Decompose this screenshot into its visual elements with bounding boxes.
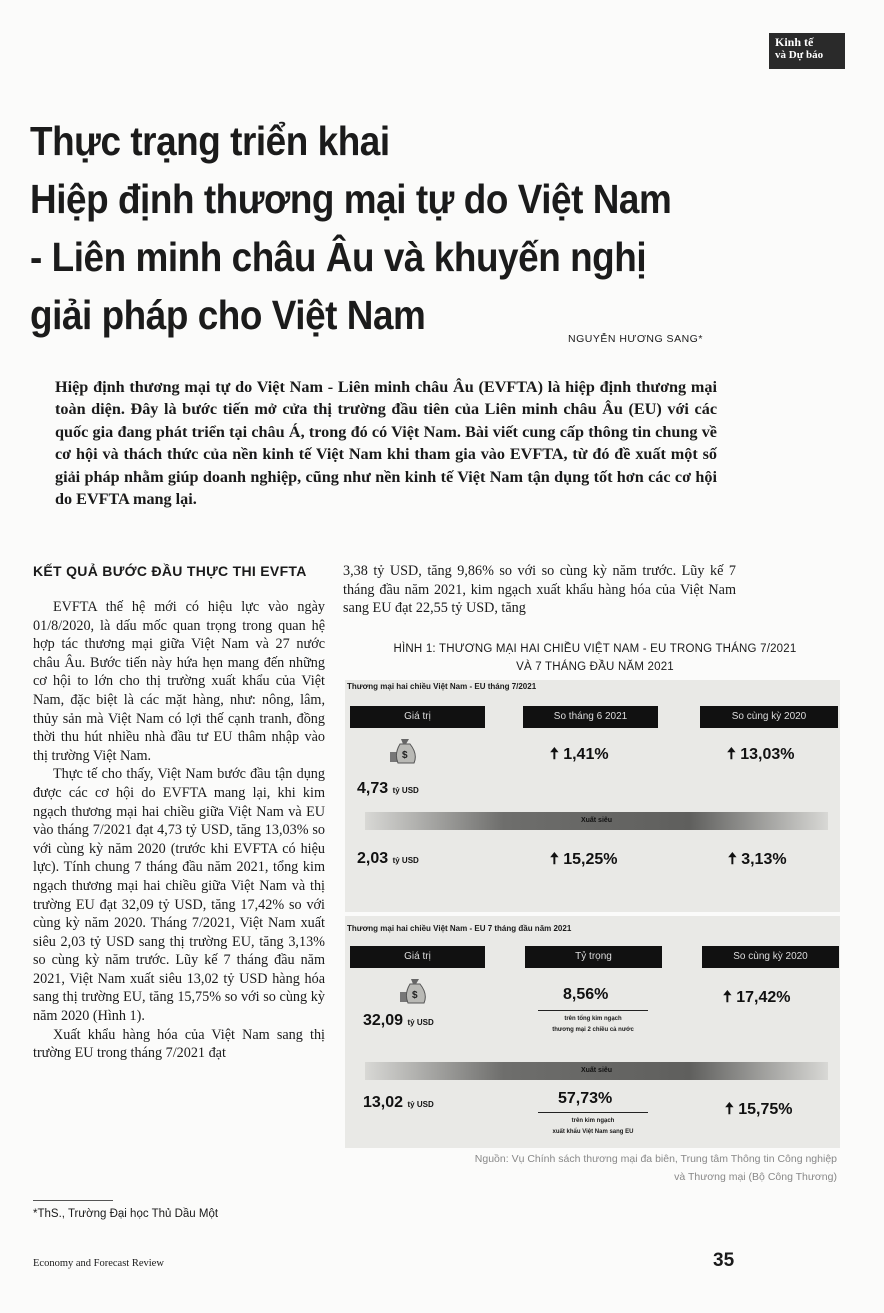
surplus-share: 57,73% — [558, 1090, 613, 1107]
figure-title-line: VÀ 7 THÁNG ĐẦU NĂM 2021 — [516, 661, 674, 673]
title-line: Hiệp định thương mại tự do Việt Nam — [30, 176, 672, 222]
figure-title — [345, 640, 845, 676]
paragraph: EVFTA thế hệ mới có hiệu lực vào ngày 01/8/2020, là dấu mốc quan trọng trong quan hệ hợp tác thương mại giữa Việt Nam và 27 nước châu Âu. Bước tiến này hứa hẹn mang đến những cơ hội to lớn cho thị trường xuất khẩu của Việt Nam, đặc biệt là các mặt hàng, như: nông, lâm, thủy sản mà Việt Nam có lợi thế cạnh tranh, đồng thời thu hút nhiều nhà đầu tư EU thâm nhập vào thị trường Việt Nam. — [33, 599, 325, 764]
surplus-change-month: 🠅 15,25% — [550, 851, 618, 868]
article-title — [30, 112, 714, 344]
header-vs-month: So tháng 6 2021 — [523, 706, 658, 728]
header-value: Giá trị — [350, 946, 485, 968]
money-bag-icon — [400, 976, 428, 1006]
value-monthly: 4,73 tỷ USD — [357, 780, 419, 797]
infographic-panel-monthly — [345, 680, 840, 912]
right-column — [343, 562, 736, 618]
journal-name: Economy and Forecast Review — [33, 1258, 164, 1269]
change-vs-year: 🠅 13,03% — [727, 746, 795, 763]
value-ytd: 32,09 tỷ USD — [363, 1012, 434, 1029]
surplus-change-year: 🠅 15,75% — [725, 1101, 793, 1118]
left-column — [33, 562, 325, 1063]
share-note: trên tổng kim ngạch thương mại 2 chiều cả nước — [538, 1010, 648, 1036]
abstract: Hiệp định thương mại tự do Việt Nam - Liên minh châu Âu (EVFTA) là hiệp định thương mại toàn diện. Đây là bước tiến mở cửa thị trường đầu tiên của Liên minh châu Âu (EU) với các quốc gia đang phát triển tại châu Á, trong đó có Việt Nam. Bài viết cung cấp thông tin chung về cơ hội và thách thức của nền kinh tế Việt Nam khi tham gia vào EVFTA, từ đó đề xuất một số giải pháp nhằm giúp doanh nghiệp, cũng như nền kinh tế Việt Nam tận dụng tốt hơn các cơ hội do EVFTA mang lại. — [55, 378, 717, 509]
paragraph: Thực tế cho thấy, Việt Nam bước đầu tận dụng được các cơ hội do EVFTA mang lại, khi kim ngạch thương mại hai chiều giữa Việt Nam và EU vào tháng 7/2021 đạt 4,73 tỷ USD, tăng 13,03% so với cùng kỳ năm 2020 (trước khi EVFTA có hiệu lực). Tính chung 7 tháng đầu năm 2021, tổng kim ngạch thương mại hai chiều giữa Việt Nam và thị trường EU đạt 32,09 tỷ USD, tăng 17,42% so với cùng kỳ năm 2020. Tháng 7/2021, Việt Nam xuất siêu 2,03 tỷ USD sang thị trường EU, tăng 3,13% so cùng kỳ năm trước. Lũy kế 7 tháng đầu năm 2021, Việt Nam xuất siêu 13,02 tỷ USD hàng hóa sang thị trường EU, tăng 15,75% so với so cùng kỳ năm 2020 (Hình 1). — [33, 766, 325, 1025]
surplus-value: 2,03 tỷ USD — [357, 850, 419, 867]
change-vs-month: 🠅 1,41% — [550, 746, 609, 763]
infographic-panel-ytd — [345, 916, 840, 1148]
author: NGUYỄN HƯƠNG SANG* — [568, 333, 703, 345]
footnote: *ThS., Trường Đại học Thủ Dầu Một — [33, 1208, 219, 1220]
paragraph: Xuất khẩu hàng hóa của Việt Nam sang thị trường EU trong tháng 7/2021 đạt — [33, 1026, 325, 1062]
surplus-bar: Xuất siêu — [365, 1062, 828, 1080]
header-share: Tỷ trọng — [525, 946, 662, 968]
surplus-change-year: 🠅 3,13% — [728, 851, 787, 868]
badge-line1: Kinh tế — [775, 35, 814, 49]
header-vs-year: So cùng kỳ 2020 — [700, 706, 838, 728]
header-vs-year: So cùng kỳ 2020 — [702, 946, 839, 968]
title-line: giải pháp cho Việt Nam — [30, 292, 426, 338]
surplus-note: trên kim ngạch xuất khẩu Việt Nam sang EU — [538, 1112, 648, 1138]
svg-text:$: $ — [412, 990, 418, 1001]
section-heading: KẾT QUẢ BƯỚC ĐẦU THỰC THI EVFTA — [33, 563, 307, 579]
svg-text:$: $ — [402, 750, 408, 761]
panel-title: Thương mại hai chiều Việt Nam - EU tháng 7/2021 — [347, 682, 537, 691]
share-ytd: 8,56% — [563, 986, 609, 1003]
surplus-value: 13,02 tỷ USD — [363, 1094, 434, 1111]
header-value: Giá trị — [350, 706, 485, 728]
badge-line2: và Dự báo — [775, 49, 824, 61]
journal-badge — [769, 33, 845, 69]
change-vs-year: 🠅 17,42% — [723, 989, 791, 1006]
source-line: và Thương mại (Bộ Công Thương) — [674, 1171, 837, 1183]
figure-title-line: HÌNH 1: THƯƠNG MẠI HAI CHIỀU VIỆT NAM - EU TRONG THÁNG 7/2021 — [393, 643, 797, 655]
footnote-divider — [33, 1200, 113, 1201]
page-number: 35 — [713, 1250, 735, 1271]
figure-source — [345, 1150, 837, 1186]
title-line: Thực trạng triển khai — [30, 118, 390, 164]
paragraph: 3,38 tỷ USD, tăng 9,86% so với so cùng kỳ năm trước. Lũy kế 7 tháng đầu năm 2021, kim ngạch xuất khẩu hàng hóa của Việt Nam sang EU đạt 22,55 tỷ USD, tăng — [343, 563, 736, 617]
money-bag-icon — [390, 736, 418, 766]
surplus-bar: Xuất siêu — [365, 812, 828, 830]
panel-title: Thương mại hai chiều Việt Nam - EU 7 tháng đầu năm 2021 — [347, 924, 572, 933]
source-line: Nguồn: Vụ Chính sách thương mại đa biên, Trung tâm Thông tin Công nghiệp — [474, 1153, 837, 1165]
title-line: - Liên minh châu Âu và khuyến nghị — [30, 234, 647, 280]
